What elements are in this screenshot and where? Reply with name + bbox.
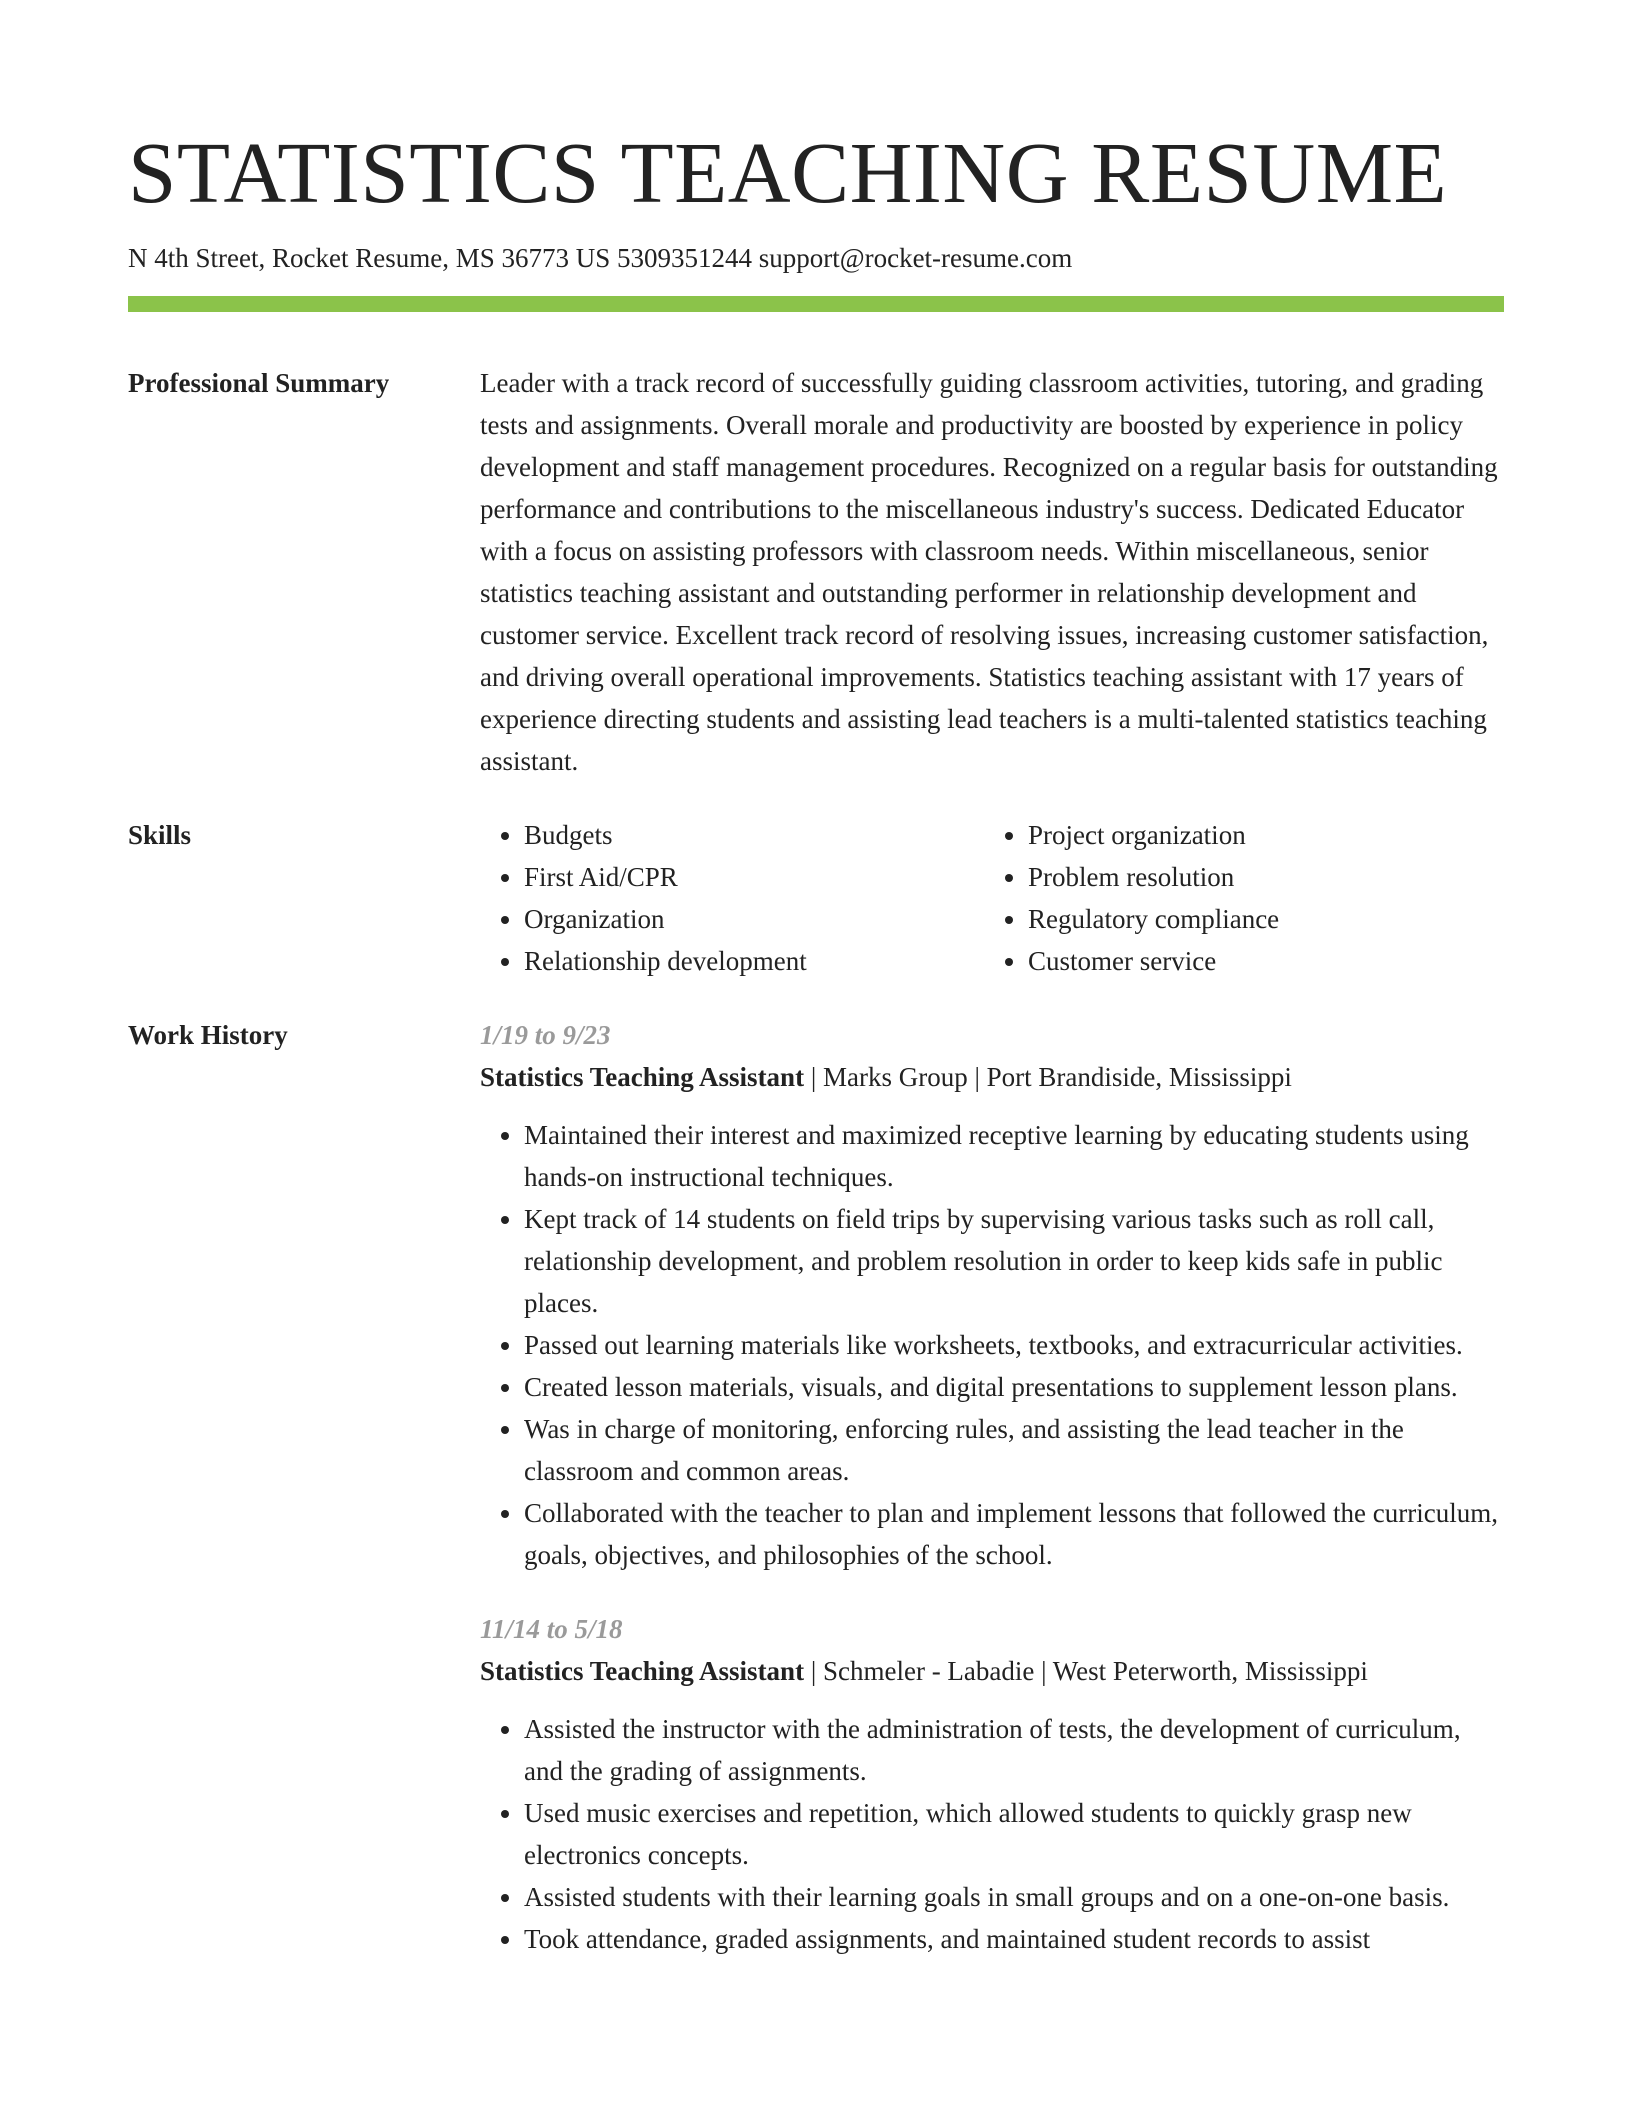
job-bullet: • Kept track of 14 students on field trips by supervising various tasks such as roll call, relationship development, and problem resolution in order to keep kids safe in public places.: [524, 1198, 1504, 1324]
professional-summary-section: [128, 362, 1504, 782]
job-title: Statistics Teaching Assistant: [480, 1656, 805, 1686]
job-heading: [480, 1056, 1504, 1098]
skills-column-1: [480, 814, 984, 982]
job-entry: [480, 1608, 1504, 1960]
job-dates: 11/14 to 5/18: [480, 1614, 623, 1644]
header-divider: [128, 296, 1504, 312]
skill-item: • Organization: [524, 898, 984, 940]
job-bullet: • Maintained their interest and maximized receptive learning by educating students using hands-on instructional techniques.: [524, 1114, 1504, 1198]
skill-item: • Problem resolution: [1028, 856, 1488, 898]
job-bullet: • Collaborated with the teacher to plan and implement lessons that followed the curriculum, goals, objectives, and philosophies of the school.: [524, 1492, 1504, 1576]
job-bullet: • Took attendance, graded assignments, and maintained student records to assist: [524, 1918, 1504, 1960]
skill-item: • First Aid/CPR: [524, 856, 984, 898]
job-bullet: • Assisted the instructor with the administration of tests, the development of curriculum, and the grading of assignments.: [524, 1708, 1504, 1792]
job-heading: [480, 1650, 1504, 1692]
job-bullets: [480, 1114, 1504, 1576]
job-bullet: • Assisted students with their learning goals in small groups and on a one-on-one basis.: [524, 1876, 1504, 1918]
skill-item: • Budgets: [524, 814, 984, 856]
job-details: | Schmeler - Labadie | West Peterworth, Mississippi: [804, 1656, 1368, 1686]
job-bullet: • Created lesson materials, visuals, and digital presentations to supplement lesson plans.: [524, 1366, 1504, 1408]
section-label-skills: Skills: [128, 820, 192, 850]
job-dates: 1/19 to 9/23: [480, 1020, 611, 1050]
resume-title: STATISTICS TEACHING RESUME: [128, 124, 1448, 221]
job-bullets: [480, 1708, 1504, 1960]
job-bullet: • Used music exercises and repetition, which allowed students to quickly grasp new electronics concepts.: [524, 1792, 1504, 1876]
job-title: Statistics Teaching Assistant: [480, 1062, 805, 1092]
work-history-section: [128, 1014, 1504, 1992]
section-label-work: Work History: [128, 1020, 288, 1050]
skill-item: • Regulatory compliance: [1028, 898, 1488, 940]
job-bullet: • Passed out learning materials like worksheets, textbooks, and extracurricular activities.: [524, 1324, 1504, 1366]
section-label-summary: Professional Summary: [128, 368, 390, 398]
resume-page: [128, 0, 1504, 1992]
skills-column-2: [984, 814, 1488, 982]
contact-line: N 4th Street, Rocket Resume, MS 36773 US 5309351244 support@rocket-resume.com: [128, 243, 1073, 273]
skill-item: • Relationship development: [524, 940, 984, 982]
summary-text: Leader with a track record of successfully guiding classroom activities, tutoring, and grading tests and assignments. Overall morale and productivity are boosted by experience in policy development and staff management procedures. Recognized on a regular basis for outstanding performance and contributions to the miscellaneous industry's success. Dedicated Educator with a focus on assisting professors with classroom needs. Within miscellaneous, senior statistics teaching assistant and outstanding performer in relationship development and customer service. Excellent track record of resolving issues, increasing customer satisfaction, and driving overall operational improvements. Statistics teaching assistant with 17 years of experience directing students and assisting lead teachers is a multi-talented statistics teaching assistant.: [480, 368, 1498, 776]
job-bullet: • Was in charge of monitoring, enforcing rules, and assisting the lead teacher in the classroom and common areas.: [524, 1408, 1504, 1492]
skill-item: • Customer service: [1028, 940, 1488, 982]
job-entry: [480, 1014, 1504, 1576]
job-details: | Marks Group | Port Brandiside, Mississippi: [804, 1062, 1292, 1092]
skill-item: • Project organization: [1028, 814, 1488, 856]
skills-section: [128, 814, 1504, 982]
